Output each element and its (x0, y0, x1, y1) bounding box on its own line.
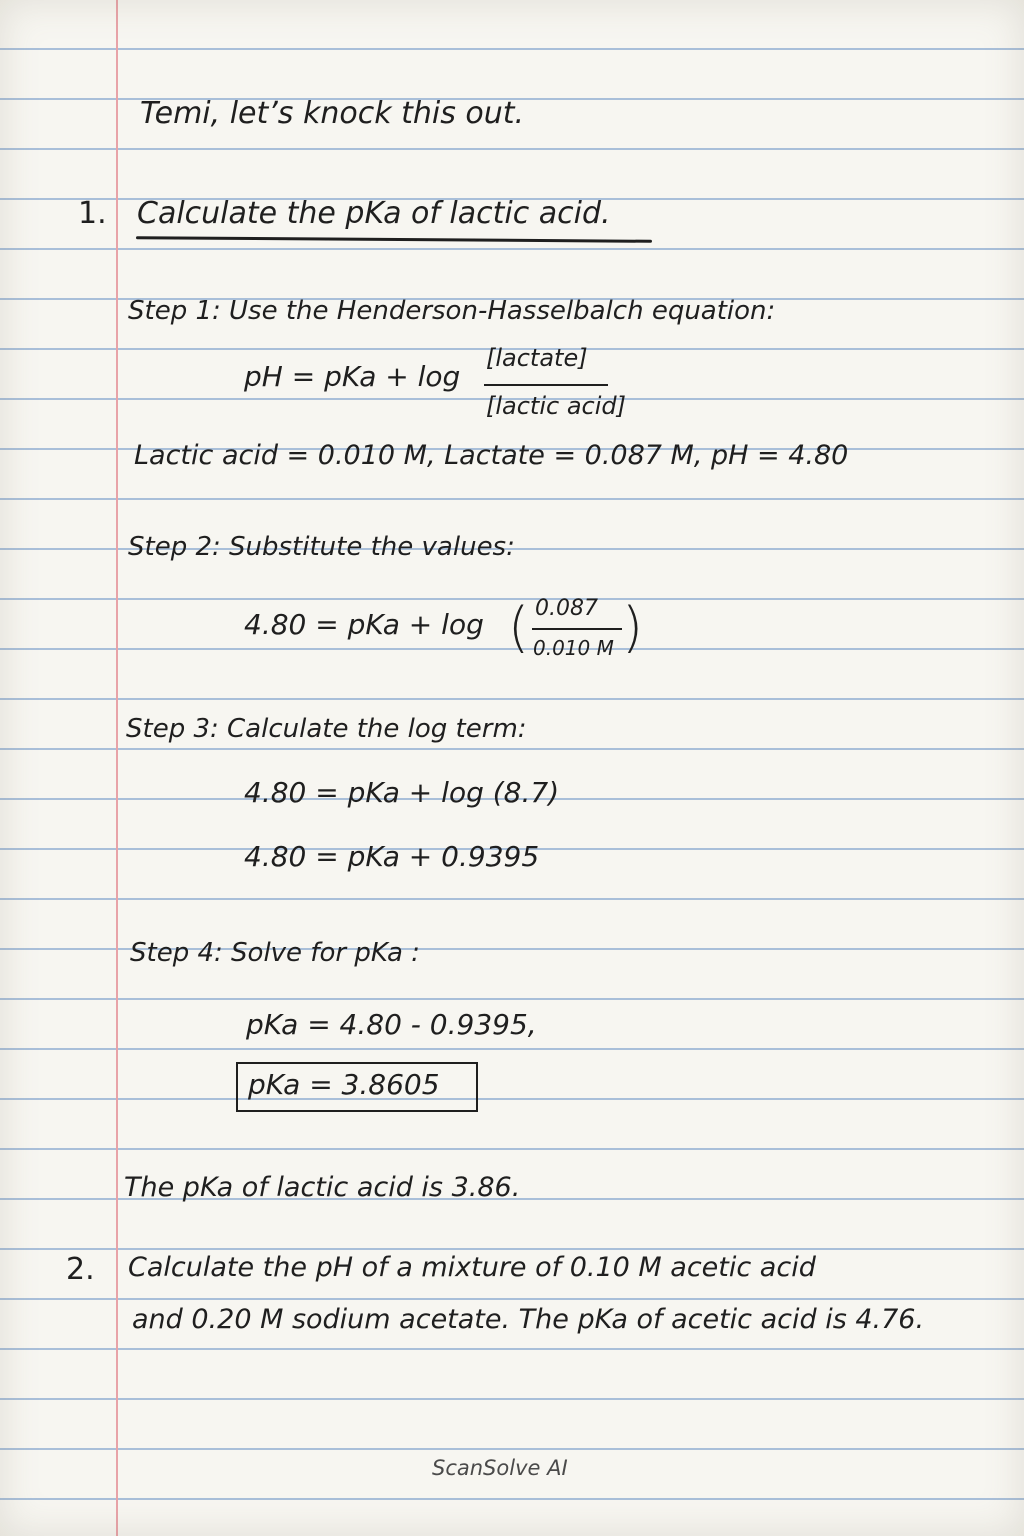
close-paren: ) (622, 596, 644, 659)
substitution-left: 4.80 = pKa + log (244, 608, 484, 641)
substitution-numerator: 0.087 (535, 596, 598, 621)
question-1-underline (136, 236, 652, 243)
hh-fraction-bar (484, 384, 608, 386)
question-1-number: 1. (78, 196, 107, 231)
henderson-hasselbalch-left: pH = pKa + log (244, 360, 461, 393)
hh-fraction-denominator: [lactic acid] (486, 392, 627, 420)
step-2-label: Step 2: Substitute the values: (128, 532, 515, 562)
substitution-denominator: 0.010 M (533, 636, 614, 660)
hh-fraction-numerator: [lactate] (486, 344, 588, 372)
step-3-label: Step 3: Calculate the log term: (126, 714, 527, 744)
question-2-number: 2. (66, 1252, 95, 1287)
step-3-line-1: 4.80 = pKa + log (8.7) (244, 776, 560, 809)
question-1-title: Calculate the pKa of lactic acid. (137, 196, 611, 231)
given-values: Lactic acid = 0.010 M, Lactate = 0.087 M, pH = 4.80 (134, 440, 849, 471)
step-3-line-2: 4.80 = pKa + 0.9395 (244, 840, 540, 873)
margin-line (116, 0, 118, 1536)
conclusion: The pKa of lactic acid is 3.86. (124, 1172, 521, 1203)
step-1-label: Step 1: Use the Henderson-Hasselbalch equation: (128, 296, 776, 326)
step-4-line-1: pKa = 4.80 - 0.9395, (246, 1008, 537, 1041)
question-2-line-2: and 0.20 M sodium acetate. The pKa of acetic acid is 4.76. (132, 1304, 925, 1335)
question-2-line-1: Calculate the pH of a mixture of 0.10 M acetic acid (128, 1252, 816, 1283)
greeting: Temi, let’s knock this out. (140, 96, 525, 131)
boxed-answer: pKa = 3.8605 (248, 1068, 440, 1101)
substitution-fraction-bar (532, 628, 622, 630)
step-4-label: Step 4: Solve for pKa : (130, 938, 420, 968)
brand-watermark: ScanSolve AI (432, 1456, 568, 1480)
open-paren: ( (508, 596, 530, 659)
